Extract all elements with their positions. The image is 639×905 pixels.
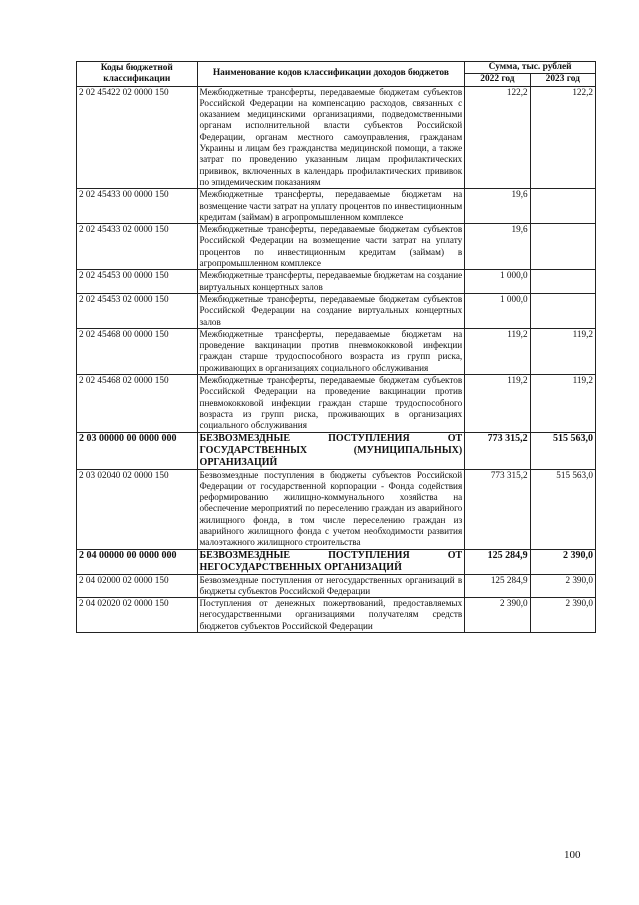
row-value-2023-cell: 2 390,0 bbox=[530, 574, 595, 598]
row-value-2023-cell: 119,2 bbox=[530, 328, 595, 374]
row-code-cell: 2 02 45453 00 0000 150 bbox=[77, 270, 198, 294]
table-row bbox=[77, 189, 596, 224]
table-row bbox=[77, 549, 596, 574]
row-value-2022-cell: 119,2 bbox=[465, 375, 530, 432]
row-name-cell: Безвозмездные поступления в бюджеты субъектов Российской Федерации от государственной корпорации - Фонда содействия реформированию жилищно-коммунального хозяйства на обеспечение мероприятий по переселению граждан из аварийного жилищного фонда, в том числе переселению граждан из аварийного жилищного фонда с учетом необходимости развития малоэтажного жилищного строительства bbox=[197, 469, 465, 549]
row-name-cell: Межбюджетные трансферты, передаваемые бюджетам субъектов Российской Федерации на создание виртуальных концертных залов bbox=[197, 293, 465, 328]
table-row bbox=[77, 469, 596, 549]
row-value-2023-cell: 2 390,0 bbox=[530, 598, 595, 633]
header-sum: Сумма, тыс. рублей bbox=[465, 62, 596, 74]
row-code-cell: 2 02 45468 02 0000 150 bbox=[77, 375, 198, 432]
row-code-cell: 2 02 45433 02 0000 150 bbox=[77, 224, 198, 270]
row-value-2022-cell: 122,2 bbox=[465, 86, 530, 189]
row-name-cell: Межбюджетные трансферты, передаваемые бюджетам на возмещение части затрат на уплату процентов по инвестиционным кредитам (займам) в агропромышленном комплексе bbox=[197, 189, 465, 224]
table-row bbox=[77, 574, 596, 598]
row-name-cell: Безвозмездные поступления от негосударственных организаций в бюджеты субъектов Российской Федерации bbox=[197, 574, 465, 598]
row-value-2023-cell: 515 563,0 bbox=[530, 432, 595, 469]
row-value-2022-cell: 19,6 bbox=[465, 189, 530, 224]
row-code-cell: 2 03 02040 02 0000 150 bbox=[77, 469, 198, 549]
row-name-cell: Межбюджетные трансферты, передаваемые бюджетам субъектов Российской Федерации на компенсацию расходов, связанных с оказанием медицинскими организациями, подведомственными органам исполнительной власти субъектов Российской Федерации, органам местного самоуправления, гражданам Украины и лицам без гражданства медицинской помощи, а также затрат по проведению указанным лицам профилактических прививок, включенных в календарь профилактических прививок по эпидемическим показаниям bbox=[197, 86, 465, 189]
row-value-2022-cell: 1 000,0 bbox=[465, 270, 530, 294]
row-value-2022-cell: 125 284,9 bbox=[465, 574, 530, 598]
row-value-2023-cell: 515 563,0 bbox=[530, 469, 595, 549]
row-value-2023-cell bbox=[530, 293, 595, 328]
table-row bbox=[77, 270, 596, 294]
table-row bbox=[77, 224, 596, 270]
row-name-cell: Межбюджетные трансферты, передаваемые бюджетам субъектов Российской Федерации на проведение вакцинации против пневмококковой инфекции граждан старше трудоспособного возраста из групп риска, проживающих в организациях социального обслуживания bbox=[197, 375, 465, 432]
table-row bbox=[77, 598, 596, 633]
header-code: Коды бюджетной классификации bbox=[77, 62, 198, 87]
row-name-cell: БЕЗВОЗМЕЗДНЫЕ ПОСТУПЛЕНИЯ ОТ НЕГОСУДАРСТВЕННЫХ ОРГАНИЗАЦИЙ bbox=[197, 549, 465, 574]
header-year-2023: 2023 год bbox=[530, 74, 595, 86]
row-value-2022-cell: 773 315,2 bbox=[465, 432, 530, 469]
budget-revenue-table bbox=[76, 61, 596, 633]
row-value-2023-cell bbox=[530, 224, 595, 270]
header-year-2022: 2022 год bbox=[465, 74, 530, 86]
table-row bbox=[77, 328, 596, 374]
row-name-cell: Межбюджетные трансферты, передаваемые бюджетам на создание виртуальных концертных залов bbox=[197, 270, 465, 294]
row-value-2022-cell: 19,6 bbox=[465, 224, 530, 270]
page-number: 100 bbox=[564, 849, 581, 861]
row-code-cell: 2 02 45433 00 0000 150 bbox=[77, 189, 198, 224]
row-name-cell: БЕЗВОЗМЕЗДНЫЕ ПОСТУПЛЕНИЯ ОТ ГОСУДАРСТВЕННЫХ (МУНИЦИПАЛЬНЫХ) ОРГАНИЗАЦИЙ bbox=[197, 432, 465, 469]
row-value-2023-cell: 119,2 bbox=[530, 375, 595, 432]
row-value-2022-cell: 119,2 bbox=[465, 328, 530, 374]
row-value-2023-cell: 122,2 bbox=[530, 86, 595, 189]
row-value-2022-cell: 1 000,0 bbox=[465, 293, 530, 328]
row-value-2023-cell: 2 390,0 bbox=[530, 549, 595, 574]
row-name-cell: Поступления от денежных пожертвований, предоставляемых негосударственными организациями получателям средств бюджетов субъектов Российской Федерации bbox=[197, 598, 465, 633]
row-value-2022-cell: 125 284,9 bbox=[465, 549, 530, 574]
row-value-2022-cell: 2 390,0 bbox=[465, 598, 530, 633]
row-code-cell: 2 04 00000 00 0000 000 bbox=[77, 549, 198, 574]
row-value-2022-cell: 773 315,2 bbox=[465, 469, 530, 549]
table-row bbox=[77, 432, 596, 469]
row-code-cell: 2 04 02000 02 0000 150 bbox=[77, 574, 198, 598]
row-value-2023-cell bbox=[530, 189, 595, 224]
row-name-cell: Межбюджетные трансферты, передаваемые бюджетам на проведение вакцинации против пневмококковой инфекции граждан старше трудоспособного возраста из групп риска, проживающих в организациях социального обслуживания bbox=[197, 328, 465, 374]
table-header-row bbox=[77, 62, 596, 74]
row-code-cell: 2 02 45468 00 0000 150 bbox=[77, 328, 198, 374]
row-code-cell: 2 02 45453 02 0000 150 bbox=[77, 293, 198, 328]
header-name: Наименование кодов классификации доходов бюджетов bbox=[197, 62, 465, 87]
row-code-cell: 2 02 45422 02 0000 150 bbox=[77, 86, 198, 189]
table-body bbox=[77, 86, 596, 632]
row-code-cell: 2 04 02020 02 0000 150 bbox=[77, 598, 198, 633]
row-name-cell: Межбюджетные трансферты, передаваемые бюджетам субъектов Российской Федерации на возмещение части затрат на уплату процентов по инвестиционным кредитам (займам) в агропромышленном комплексе bbox=[197, 224, 465, 270]
table-row bbox=[77, 293, 596, 328]
row-value-2023-cell bbox=[530, 270, 595, 294]
table-row bbox=[77, 86, 596, 189]
row-code-cell: 2 03 00000 00 0000 000 bbox=[77, 432, 198, 469]
table-row bbox=[77, 375, 596, 432]
